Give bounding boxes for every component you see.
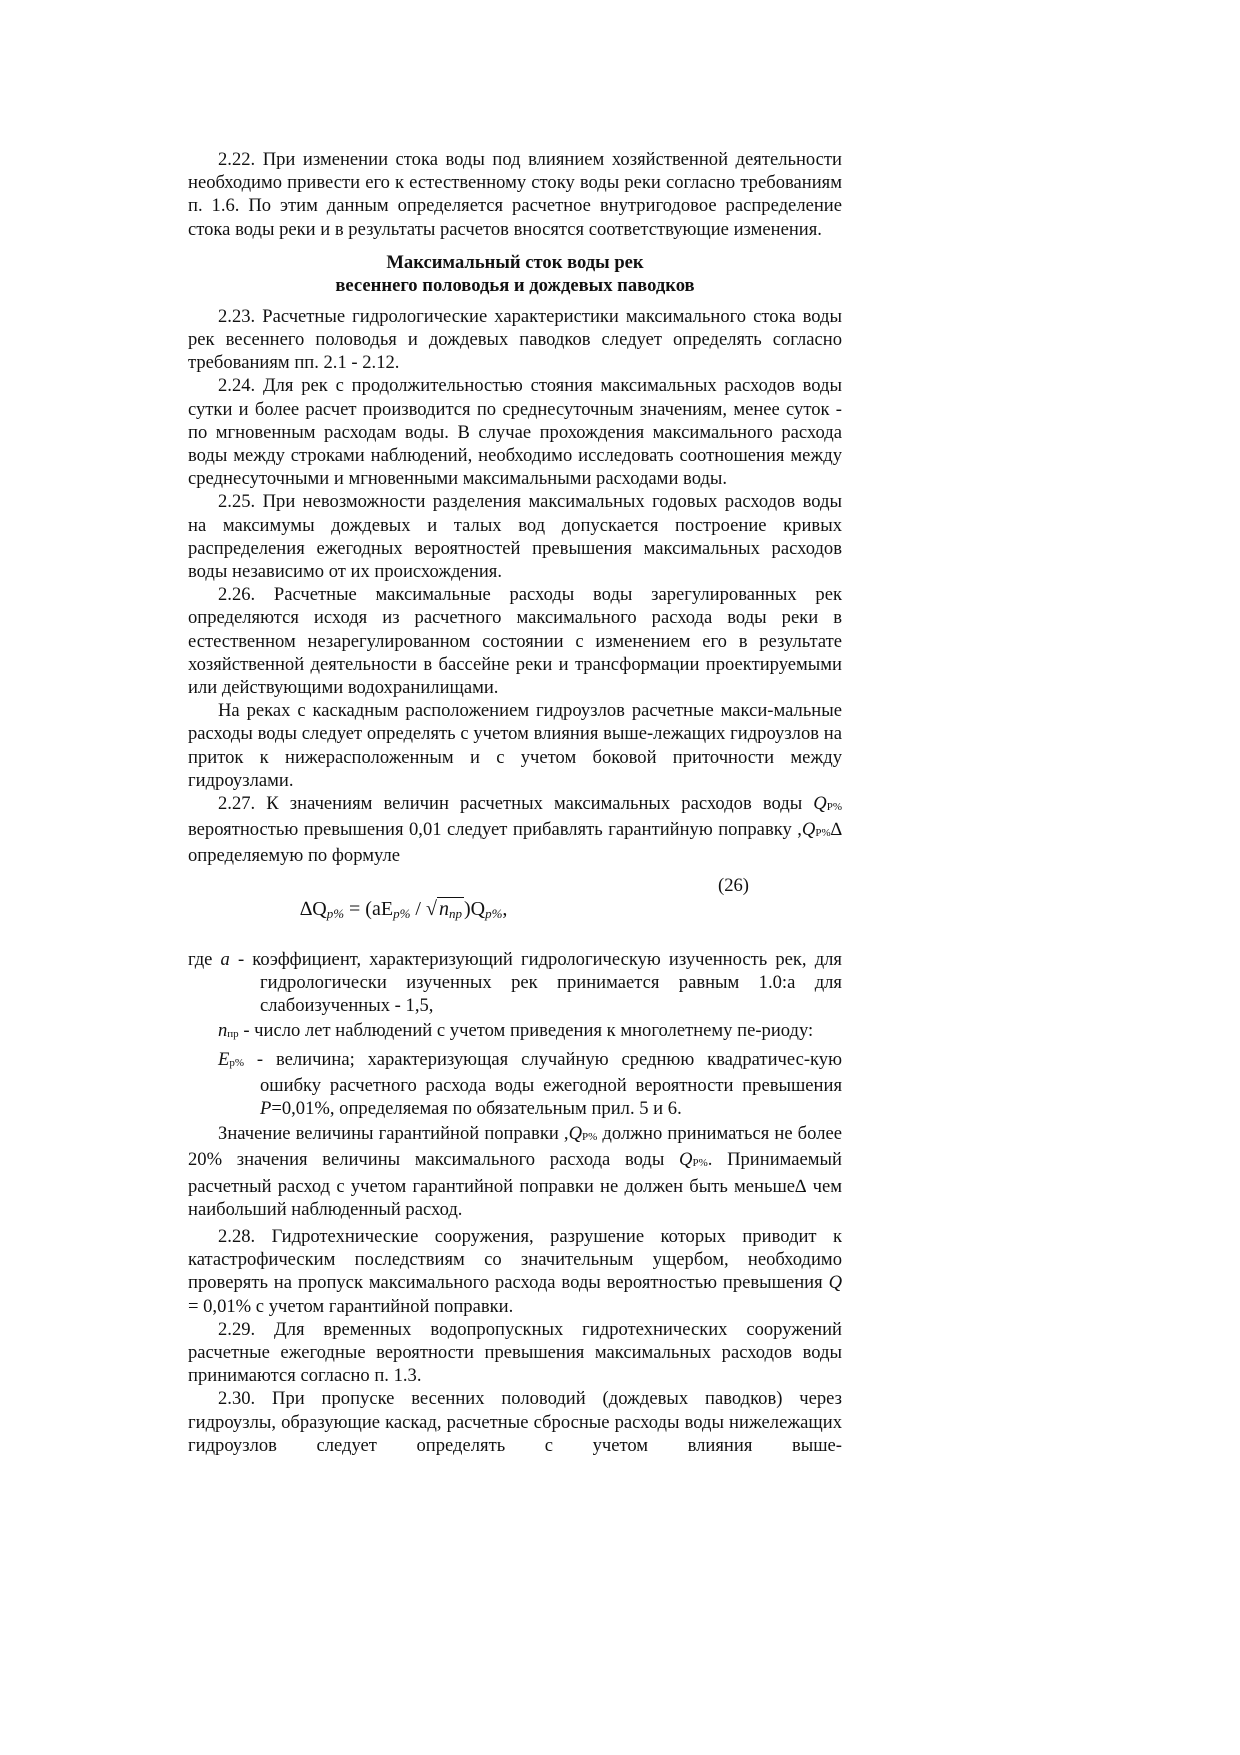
paragraph-2-30: 2.30. При пропуске весенних половодий (дождевых паводков) через гидроузлы, образующие каскад, расчетные сбросные расходы воды нижележащих гидроузлов следует определять с учетом влияния выше- (188, 1388, 842, 1456)
formula-expression: $\Delta Q_{p\%} = (aE_{p\%}$ / √ $n_{пр}$ )$Q_{p\%}$, (300, 897, 508, 921)
heading-line-1: Максимальный сток воды рек (386, 251, 644, 273)
paragraph-2-23: 2.23. Расчетные гидрологические характеристики максимального стока воды рек весеннего половодья и дождевых паводков следует определять согласно требованиям пп. 2.1 - 2.12. (188, 305, 842, 374)
paragraph-correction-limit: Значение величины гарантийной поправки $,Q_{P\%}$ должно приниматься не более 20% значения величины максимального расхода воды $Q_{P\%}$. Принимаемый расчетный расход с учетом гарантийной поправки не должен быть меньше∆ чем наибольший наблюденный расход. (188, 1123, 842, 1220)
definition-a: где a - коэффициент, характеризующий гидрологическую изученность рек, для гидрологически изученных рек принимается равным 1.0:а для слабоизученных - 1,5, (188, 948, 842, 1017)
heading-line-2: весеннего половодья и дождевых паводков (335, 274, 695, 296)
paragraph-2-24: 2.24. Для рек с продолжительностью стояния максимальных расходов воды сутки и более расчет производится по среднесуточным значениям, менее суток - по мгновенным расходам воды. В случае прохождения максимального расхода воды между строками наблюдений, необходимо исследовать соотношения между среднесуточными и мгновенными максимальными расходами воды. (188, 375, 842, 490)
section-heading (188, 251, 842, 297)
paragraph-2-26: 2.26. Расчетные максимальные расходы воды зарегулированных рек определяются исходя из расчетного максимального расхода воды реки в естественном незарегулированном состоянии с изменением его в результате хозяйственной деятельности в бассейне реки и трансформации проектируемыми или действующими водохранилищами. (188, 584, 842, 699)
document-page (188, 148, 842, 1457)
definition-e: $E_{р\%}$ - величина; характеризующая случайную среднюю квадратичес-кую ошибку расчетного расхода воды ежегодной вероятности превышения P=0,01%, определяемая по обязательным прил. 5 и 6. (218, 1048, 842, 1119)
formula-26 (188, 868, 842, 944)
paragraph-2-27: 2.27. К значениям величин расчетных максимальных расходов воды $Q_{P\%}$ вероятностью превышения 0,01 следует прибавлять гарантийную поправку $,Q_{P\%}\Delta$ определяемую по формуле (188, 793, 842, 867)
paragraph-2-26-cascade: На реках с каскадным расположением гидроузлов расчетные макси-мальные расходы воды следует определять с учетом влияния выше-лежащих гидроузлов на приток к нижерасположенным и с учетом боковой приточности между гидроузлами. (188, 700, 842, 791)
paragraph-2-25: 2.25. При невозможности разделения максимальных годовых расходов воды на максимумы дождевых и талых вод допускается построение кривых распределения ежегодных вероятностей превышения максимальных расходов воды независимо от их происхождения. (188, 491, 842, 583)
paragraph-2-22: 2.22. При изменении стока воды под влиянием хозяйственной деятельности необходимо привести его к естественному стоку воды реки согласно требованиям п. 1.6. По этим данным определяется расчетное внутригодовое распределение стока воды реки и в результаты расчетов вносятся соответствующие изменения. (188, 149, 842, 240)
formula-number: (26) (718, 874, 749, 896)
definition-n: $n_{пр}$ - число лет наблюдений с учетом приведения к многолетнему пе-риоду: (218, 1020, 814, 1042)
symbol-definitions (188, 948, 842, 1120)
paragraph-2-29: 2.29. Для временных водопропускных гидротехнических сооружений расчетные ежегодные вероятности превышения максимальных расходов воды принимаются согласно п. 1.3. (188, 1318, 842, 1387)
paragraph-2-28: 2.28. Гидротехнические сооружения, разрушение которых приводит к катастрофическим последствиям со значительным ущербом, необходимо проверять на пропуск максимального расхода воды вероятностью превышения Q = 0,01% с учетом гарантийной поправки. (188, 1225, 842, 1317)
